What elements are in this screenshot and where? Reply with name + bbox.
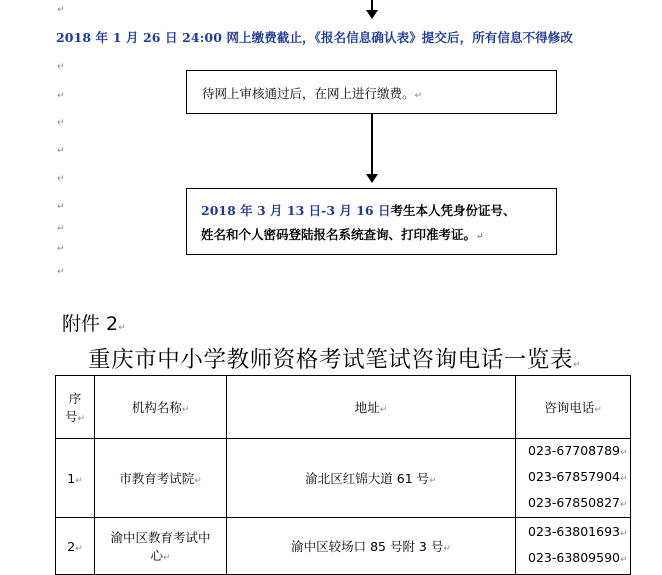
flow-box-admission-ticket — [186, 188, 557, 255]
paragraph-mark: ↵ — [573, 360, 582, 370]
row-org-line-2-text: 心 — [150, 548, 163, 563]
flow-arrow-top-head — [366, 10, 378, 19]
paragraph-mark: ↵ — [181, 405, 190, 415]
row-seq-text: 1 — [67, 470, 76, 486]
row-address — [227, 439, 516, 518]
ticket-line-2-text: 姓名和个人密码登陆报名系统查询、打印准考证。 — [201, 227, 477, 242]
phone-number-text: 023-67708789 — [528, 443, 620, 458]
phone-number-text: 023-67850827 — [528, 495, 620, 510]
row-address-text: 渝中区较场口 85 号附 3 号 — [291, 539, 444, 554]
table-header-row — [56, 376, 631, 439]
phone-number — [516, 439, 630, 465]
row-org-line-1: 渝中区教育考试中 — [110, 530, 211, 545]
paragraph-mark: ↵ — [75, 543, 83, 554]
header-org-text: 机构名称 — [131, 400, 182, 415]
paragraph-mark: ↵ — [57, 174, 65, 184]
paragraph-mark: ↵ — [57, 91, 65, 101]
row-seq — [56, 439, 95, 518]
appendix-label-text: 附件 2 — [62, 313, 119, 335]
paragraph-mark: ↵ — [57, 267, 65, 277]
paragraph-mark: ↵ — [620, 500, 628, 510]
table-row — [56, 518, 631, 575]
phone-number — [516, 546, 630, 572]
paragraph-mark: ↵ — [118, 323, 126, 333]
paragraph-mark: ↵ — [620, 529, 628, 539]
paragraph-mark: ↵ — [57, 224, 65, 234]
header-address — [227, 376, 516, 439]
phone-number — [516, 520, 630, 546]
phone-number — [516, 491, 630, 517]
paragraph-mark: ↵ — [57, 5, 65, 15]
header-org — [95, 376, 227, 439]
table-row — [56, 439, 631, 518]
paragraph-mark: ↵ — [620, 448, 628, 458]
row-org-text: 市教育考试院 — [119, 471, 195, 486]
paragraph-mark: ↵ — [57, 244, 65, 254]
paragraph-mark: ↵ — [594, 405, 602, 415]
paragraph-mark: ↵ — [77, 414, 86, 424]
row-phones — [516, 439, 631, 518]
ticket-date-range: 2018 年 3 月 13 日-3 月 16 日 — [201, 203, 391, 218]
paragraph-mark: ↵ — [379, 405, 388, 415]
paragraph-mark: ↵ — [194, 476, 202, 486]
paragraph-mark: ↵ — [443, 544, 451, 554]
header-seq-line-2 — [56, 407, 94, 425]
paragraph-mark: ↵ — [620, 474, 628, 484]
row-phones — [516, 518, 631, 575]
flow-box-ticket-line-2 — [201, 225, 484, 243]
header-seq — [56, 376, 95, 439]
table-title-text: 重庆市中小学教师资格考试笔试咨询电话一览表 — [88, 347, 574, 373]
paragraph-mark: ↵ — [57, 62, 65, 72]
flow-box-payment-text — [202, 84, 422, 102]
phone-number — [516, 465, 630, 491]
paragraph-mark: ↵ — [414, 91, 423, 101]
paragraph-mark: ↵ — [620, 555, 628, 565]
phone-number-text: 023-63801693 — [528, 524, 620, 539]
notice-text: 2018 年 1 月 26 日 24:00 网上缴费截止，《报名信息确认表》提交后，所有信息不得修改 — [56, 30, 574, 45]
row-org-line-2 — [95, 546, 226, 564]
header-address-text: 地址 — [354, 400, 380, 415]
flow-box-payment — [186, 70, 557, 114]
flow-arrow-middle-head — [366, 174, 378, 183]
row-seq — [56, 518, 95, 575]
header-seq-line-1: 序 — [68, 391, 82, 406]
header-seq-line-2-text: 号 — [64, 409, 78, 424]
phone-number-text: 023-67857904 — [528, 469, 620, 484]
flow-box-payment-label: 待网上审核通过后，在网上进行缴费。 — [202, 86, 415, 101]
appendix-label — [62, 309, 126, 336]
paragraph-mark: ↵ — [476, 232, 484, 242]
table-title — [88, 342, 581, 374]
paragraph-mark: ↵ — [57, 118, 65, 128]
paragraph-mark: ↵ — [429, 476, 437, 486]
paragraph-mark: ↵ — [57, 202, 65, 212]
row-address — [227, 518, 516, 575]
flow-arrow-middle-line — [371, 114, 373, 176]
paragraph-mark: ↵ — [75, 475, 83, 486]
phone-number-text: 023-63809590 — [528, 550, 620, 565]
row-address-text: 渝北区红锦大道 61 号 — [305, 471, 430, 486]
row-org — [95, 439, 227, 518]
row-seq-text: 2 — [67, 538, 76, 554]
header-phone — [516, 376, 631, 439]
header-phone-text: 咨询电话 — [544, 400, 595, 415]
consultation-phone-table — [55, 375, 631, 575]
ticket-line-1-rest: 考生本人凭身份证号、 — [390, 203, 516, 218]
paragraph-mark: ↵ — [57, 146, 65, 156]
row-org — [95, 518, 227, 575]
paragraph-mark: ↵ — [162, 553, 171, 563]
flow-box-ticket-line-1 — [201, 201, 516, 219]
